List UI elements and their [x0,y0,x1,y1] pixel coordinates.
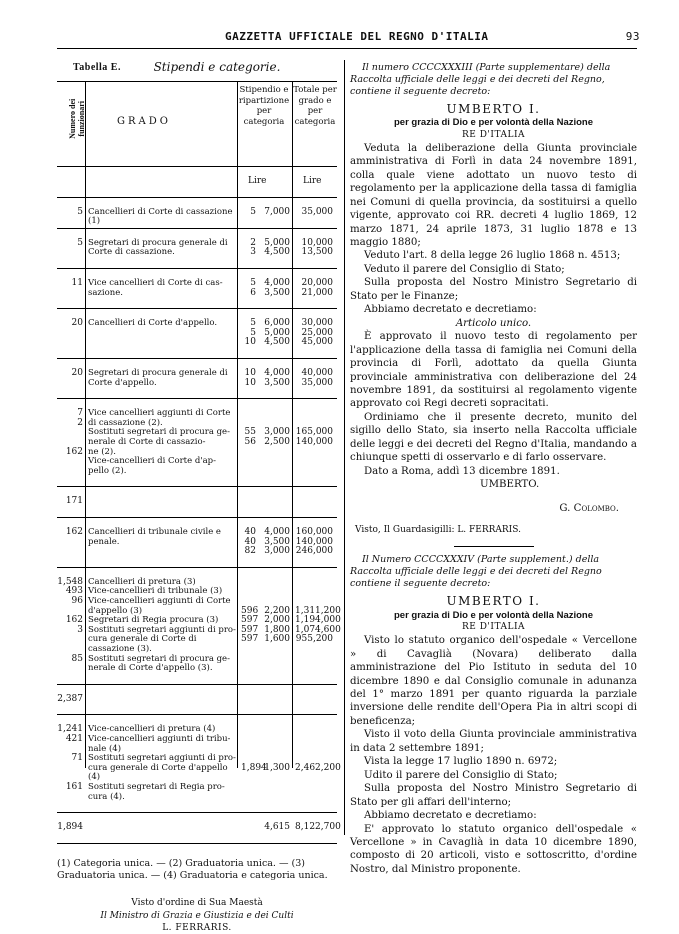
decree1-paragraph: Abbiamo decretato e decretiamo: [364,304,537,316]
table-cell: penale. [88,536,120,547]
table-cell: Segretari di procura generale di [88,237,228,248]
table-cell: 10 [244,337,256,348]
table-cell: 5 [250,327,256,338]
table-cell: 45,000 [301,337,333,348]
table-cell: Cancellieri di Corte di cassazione (1) [88,207,233,227]
decree2-king: UMBERTO I. [446,593,541,608]
table-cell: 56 [244,436,256,447]
table-notes: (1) Categoria unica. — (2) Graduatoria unica. — (3) Graduatoria unica. — (4) Graduatoria e categoria unica. [57,857,328,881]
table-cell: 5 [250,318,256,329]
table-cell: 2,462,200 [295,762,341,773]
table-cell: 596 [241,605,259,616]
decree1-paragraph: Veduta la deliberazione della Giunta provinciale amministrativa di Forlì in data 24 novembre 1891, colla quale viene adottato un nuovo testo di regolamento per la applicazione della tassa di famiglia nei Comuni di quella provincia, da sostituirsi a quello vigente, approvato coi RR. decreti 4 luglio 1869, 12 marzo 1871, 24 aprile 1873, 31 luglio 1878 e 13 maggio 1880; [350,142,637,249]
ferraris-line: L. FERRARIS. [162,922,232,933]
table-cell: sazione. [88,287,123,298]
table-cell: 13,500 [301,247,333,258]
table-cell: 1,074,600 [295,624,341,635]
table-cell: Sostituti segretari di procura ge- [88,653,230,664]
table-cell: 2,387 [57,693,83,704]
table-cell: Vice-cancellieri aggiunti di tribu- [88,733,231,744]
table-cell: 85 [71,653,83,664]
table-row [57,568,341,685]
table-cell: 4,000 [264,526,290,537]
table-cell: 4,500 [264,247,290,258]
table-cell: 3,000 [264,427,290,438]
table-cell: 2,200 [264,605,290,616]
gazette-title: GAZZETTA UFFICIALE DEL REGNO D'ITALIA [225,30,489,43]
table-cell: 21,000 [301,287,333,298]
decree1-paragraph: Veduto il parere del Consiglio di Stato; [364,263,565,275]
table-cell: 597 [241,615,259,626]
table-cell: 493 [65,586,83,597]
page-header [40,30,640,46]
table-cell: 55 [244,427,256,438]
table-cell: 11 [71,277,83,288]
col-numero-header: Numero dei funzionari [68,98,86,140]
table-row [57,813,341,844]
table-cell: 5 [250,277,256,288]
decree1-grazia: per grazia di Dio e per volontà della Nazione [393,117,594,129]
table-header [57,82,337,167]
table-cell: 82 [244,546,256,557]
table-cell: Cancellieri di pretura (3) [88,576,196,587]
table-cell: 1,894 [57,822,83,833]
table-cell: 20 [71,318,83,329]
table-cell: 10 [244,367,256,378]
table-cell: Vice cancellieri di Corte di cas- [88,277,223,288]
table-cell: Segretari di procura generale di [88,367,228,378]
table-cell: 3 [250,247,256,258]
table-cell: 4,500 [264,337,290,348]
table-cell: 162 [65,615,83,626]
table-cell: nale (4) [88,743,122,754]
col-grado-header: GRADO [117,116,171,128]
table-cell: Sostituti segretari di procura ge- [88,427,230,438]
table-cell: Cancellieri di tribunale civile e [88,526,221,537]
table-cell: 5,000 [264,327,290,338]
decree1-king-signature: UMBERTO. [480,479,540,491]
decree2-paragraph: Visto il voto della Giunta provinciale amministrativa in data 2 settembre 1891; [350,729,637,754]
table-cell: 4,000 [264,277,290,288]
table-cell: 30,000 [301,318,333,329]
table-row [57,487,337,518]
decree1-colombo-signature: G. Colombo. [559,502,619,514]
table-cell: 1,894 [241,762,267,773]
table-cell: 140,000 [295,436,333,447]
table-cell: Segretari di Regia procura (3) [88,615,219,626]
col-stipendio-header: Stipendio e ripartizione per categoria [238,85,290,128]
table-cell: 5 [77,207,83,218]
table-signature [57,897,337,933]
table-cell: 8,122,700 [295,822,341,833]
table-cell: cura generale di Corte di [88,634,197,645]
table-cell: Cancellieri di Corte d'appello. [88,318,218,329]
table-cell: 171 [65,496,83,507]
decree1-visto: Visto, Il Guardasigilli: L. FERRARIS. [355,525,521,536]
salary-table [57,81,341,844]
table-cell: Sostituti segretari aggiunti di pro- [88,753,236,764]
table-cell: 10 [244,377,256,388]
table-cell: 35,000 [301,377,333,388]
table-cell: 10,000 [301,237,333,248]
table-cell: 40 [244,536,256,547]
table-body [57,198,341,844]
table-cell: 20 [71,367,83,378]
table-row [57,685,337,716]
table-cell: 3,500 [264,377,290,388]
table-cell: 2 [77,417,83,428]
decree-separator [454,546,534,547]
decree2-paragraph: Abbiamo decretato e decretiamo: [364,810,537,822]
table-cell: 7,000 [264,207,290,218]
table-cell: 2 [250,237,256,248]
decree1-paragraph: Veduto l'art. 8 della legge 26 luglio 1868 n. 4513; [364,250,621,262]
table-cell: 1,300 [264,762,290,773]
table-cell: 140,000 [295,536,333,547]
table-row [57,399,337,487]
table-cell: Sostituti segretari di Regia pro- [88,781,225,792]
table-cell: Vice cancellieri aggiunti di Corte [88,408,231,419]
table-cell: 1,548 [57,576,83,587]
decree1-date: Dato a Roma, addì 13 dicembre 1891. [364,465,560,477]
table-cell: Vice-cancellieri di pretura (4) [88,724,216,735]
decree2-paragraph: Visto lo statuto organico dell'ospedale « Vercellone » di Cavaglià (Novara) deliberato dalla amministrazione del Pio Istituto in seduta del 10 dicembre 1890 e dal Consiglio comunale in adunanza del 1° marzo 1891 per quanto riguarda la parziale inversione delle rendite dell'Opera Pia in altri scopi di beneficenza; [350,635,637,727]
table-cell: 1,800 [264,624,290,635]
table-cell: d'appello (3) [88,605,143,616]
table-cell: 7 [77,408,83,419]
column-divider [344,60,345,835]
table-row [57,715,341,813]
table-cell: di cassazione (2). [88,417,163,428]
decree2-grazia: per grazia di Dio e per volontà della Nazione [393,609,594,621]
decree2-intro: Il Numero CCCCXXXIV (Parte supplement.) della Raccolta ufficiale delle leggi e dei decreti del Regno contiene il seguente decreto: [350,554,602,590]
table-row [57,518,337,568]
table-cell: 3,000 [264,546,290,557]
table-cell: 4,615 [264,822,290,833]
table-cell: 165,000 [295,427,333,438]
table-row [57,229,337,269]
table-cell: 597 [241,624,259,635]
right-column [350,62,637,876]
table-cell: 3,500 [264,287,290,298]
table-cell: 96 [71,595,83,606]
table-cell: Sostituti segretari aggiunti di pro- [88,624,236,635]
table-cell: Vice-cancellieri di Corte d'ap- [88,456,216,467]
table-cell: 1,194,000 [295,615,341,626]
table-cell: 1,241 [57,724,83,735]
table-cell: Vice-cancellieri di tribunale (3) [88,586,223,597]
decree1-re: RE D'ITALIA [462,129,525,140]
lire-label: Lire [248,176,267,187]
table-cell: 2,000 [264,615,290,626]
table-row [57,309,337,359]
table-row [57,198,337,229]
table-cell: 71 [71,753,83,764]
decree1-paragraph: È approvato il nuovo testo di regolamento per l'applicazione della tassa di famiglia nei Comuni della provincia di Forlì, adottato da quella Giunta provinciale amministrativa con deliberazione del 24 novembre 1891, da sostituirsi al regolamento vigente approvato coi Regi decreti sopracitati. [350,331,637,410]
lire-row [57,167,337,198]
decree1-paragraph: Sulla proposta del Nostro Ministro Segretario di Stato per le Finanze; [350,277,637,302]
table-label: Tabella E. [73,62,121,73]
table-cell: 35,000 [301,207,333,218]
left-column [57,60,341,934]
table-cell: 25,000 [301,327,333,338]
decree1-king: UMBERTO I. [446,101,541,116]
table-cell: Corte d'appello. [88,377,157,388]
decree2-paragraph: Udito il parere del Consiglio di Stato; [364,769,558,781]
table-cell: 5,000 [264,237,290,248]
decree1-intro: Il numero CCCCXXXIII (Parte supplementare) della Raccolta ufficiale delle leggi e dei decreti del Regno, contiene il seguente decreto: [350,62,611,97]
page-number: 93 [625,30,640,43]
decree2-paragraph: Sulla proposta del Nostro Ministro Segretario di Stato per gli affari dell'interno; [350,783,637,808]
table-title: Stipendi e categorie. [153,60,281,74]
table-cell: 6 [250,287,256,298]
table-row [57,359,337,399]
decree2-paragraph: E' approvato lo statuto organico dell'ospedale « Vercellone » in Cavaglià in data 10 dicembre 1890, composto di 20 articoli, visto e sottoscritto, d'ordine Nostro, dal Ministro proponente. [350,823,637,875]
table-cell: 5 [77,237,83,248]
table-cell: 6,000 [264,318,290,329]
table-cell: 40 [244,526,256,537]
table-cell: 1,600 [264,634,290,645]
decree2-paragraph: Vista la legge 17 luglio 1890 n. 6972; [364,756,558,768]
table-cell: 3 [77,624,83,635]
table-cell: pello (2). [88,465,127,476]
table-cell: 162 [65,446,83,457]
table-cell: 955,200 [295,634,333,645]
table-cell: 421 [65,733,83,744]
header-rule [57,48,637,49]
table-cell: 597 [241,634,259,645]
decree1-paragraph: Ordiniamo che il presente decreto, munito del sigillo dello Stato, sia inserto nella Raccolta ufficiale delle leggi e dei decreti del Regno d'Italia, mandando a chiunque spetti di osservarlo e di farlo osservare. [350,411,637,464]
table-cell: 40,000 [301,367,333,378]
table-cell: cura generale di Corte d'appello (4) [88,762,228,782]
table-cell: 20,000 [301,277,333,288]
table-cell: 162 [65,526,83,537]
table-cell: 1,311,200 [295,605,341,616]
table-row [57,269,337,309]
table-cell: 5 [250,207,256,218]
table-cell: cura (4). [88,791,125,802]
ministro-line: Il Ministro di Grazia e Giustizia e dei Culti [100,910,294,921]
lire-label: Lire [303,176,322,187]
table-cell: 4,000 [264,367,290,378]
table-cell: 3,500 [264,536,290,547]
table-cell: cassazione (3). [88,643,152,654]
col-totale-header: Totale per grado e per categoria [293,85,337,128]
decree1-articolo: Articolo unico. [455,317,532,329]
table-cell: nerale di Corte d'appello (3). [88,663,213,674]
table-cell: ne (2). [88,446,116,457]
table-cell: nerale di Corte di cassazio- [88,436,206,447]
decree2-re: RE D'ITALIA [462,622,525,633]
table-cell: Corte di cassazione. [88,247,175,258]
table-cell: 161 [65,781,83,792]
table-cell: 160,000 [295,526,333,537]
table-cell: Vice-cancellieri aggiunti di Corte [88,595,231,606]
table-cell: 2,500 [264,436,290,447]
table-cell: 246,000 [295,546,333,557]
visto-line: Visto d'ordine di Sua Maestà [131,898,263,909]
